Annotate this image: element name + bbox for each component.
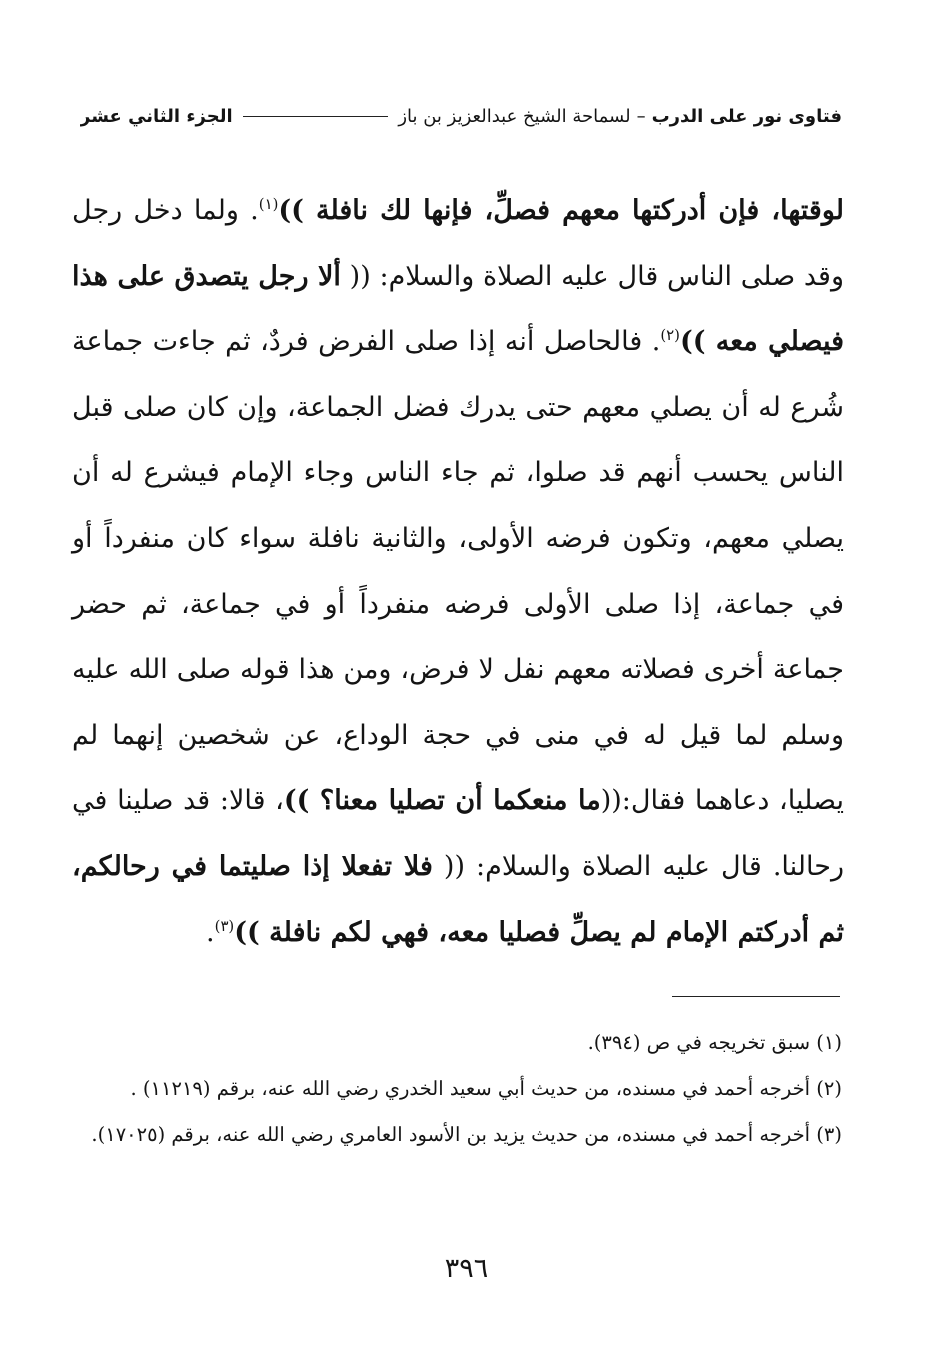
text-segment: . فالحاصل أنه إذا صلى الفرض فردٌ، ثم جاءت جماعة شُرع له أن يصلي معهم حتى يدرك فضل الجماعة، وإن كان صلى قبل الناس يحسب أنهم قد صلوا، ثم جاء الناس وجاء الإمام فيشرع له أن يصلي معهم، وتكون فرضه الأولى، والثانية نافلة سواء كان منفرداً أو في جماعة، إذا صلى الأولى فرضه منفرداً أو في جماعة، ثم حضر جماعة أخرى فصلاته معهم نفل لا فرض، ومن هذا قوله صلى الله عليه وسلم لما قيل له في منى في حجة الوداع، عن شخصين إنهما لم يصليا، دعاهما فقال:(( bbox=[72, 326, 844, 817]
page-number: ٣٩٦ bbox=[444, 1253, 489, 1284]
footnote-ref-2: (٢) bbox=[660, 326, 680, 345]
footnote-2: (٢) أخرجه أحمد في مسنده، من حديث أبي سعيد الخدري رضي الله عنه، برقم (١١٢١٩) . bbox=[130, 1077, 842, 1100]
header-rule bbox=[243, 116, 389, 117]
author-line: لسماحة الشيخ عبدالعزيز بن باز bbox=[398, 105, 631, 127]
footnote-separator bbox=[672, 996, 840, 997]
part-title: الجزء الثاني عشر bbox=[80, 105, 233, 127]
text-segment: ، قالا: قد صلينا في رحالنا. قال عليه الصلاة والسلام: (( bbox=[72, 785, 844, 882]
series-title: فتاوى نور على الدرب bbox=[651, 105, 842, 127]
footnote-ref-3: (٣) bbox=[214, 916, 235, 935]
hadith-quote-4: فلا تفعلا إذا صليتما في رحالكم، ثم أدركتم الإمام لم يصلِّ فصليا معه، فهي لكم نافلة )) bbox=[72, 850, 844, 948]
main-text bbox=[72, 178, 844, 965]
hadith-quote-1: لوقتها، فإن أدركتها معهم فصلِّ، فإنها لك نافلة )) bbox=[278, 195, 844, 226]
footnotes bbox=[68, 1020, 842, 1158]
footnote-ref-1: (١) bbox=[258, 195, 279, 213]
footnote-3: (٣) أخرجه أحمد في مسنده، من حديث يزيد بن الأسود العامري رضي الله عنه، برقم (١٧٠٢٥). bbox=[91, 1123, 842, 1146]
hadith-quote-2: ألا رجل يتصدق على هذا فيصلي معه )) bbox=[72, 260, 844, 358]
text-segment: . ولما دخل رجل وقد صلى الناس قال عليه الصلاة والسلام: (( bbox=[72, 195, 844, 292]
footnote-1: (١) سبق تخريجه في ص (٣٩٤). bbox=[587, 1031, 842, 1054]
text-segment: . bbox=[206, 916, 215, 948]
hadith-quote-3: ما منعكما أن تصليا معنا؟ )) bbox=[283, 785, 601, 817]
header-separator: – bbox=[636, 105, 646, 127]
running-header bbox=[80, 96, 842, 136]
